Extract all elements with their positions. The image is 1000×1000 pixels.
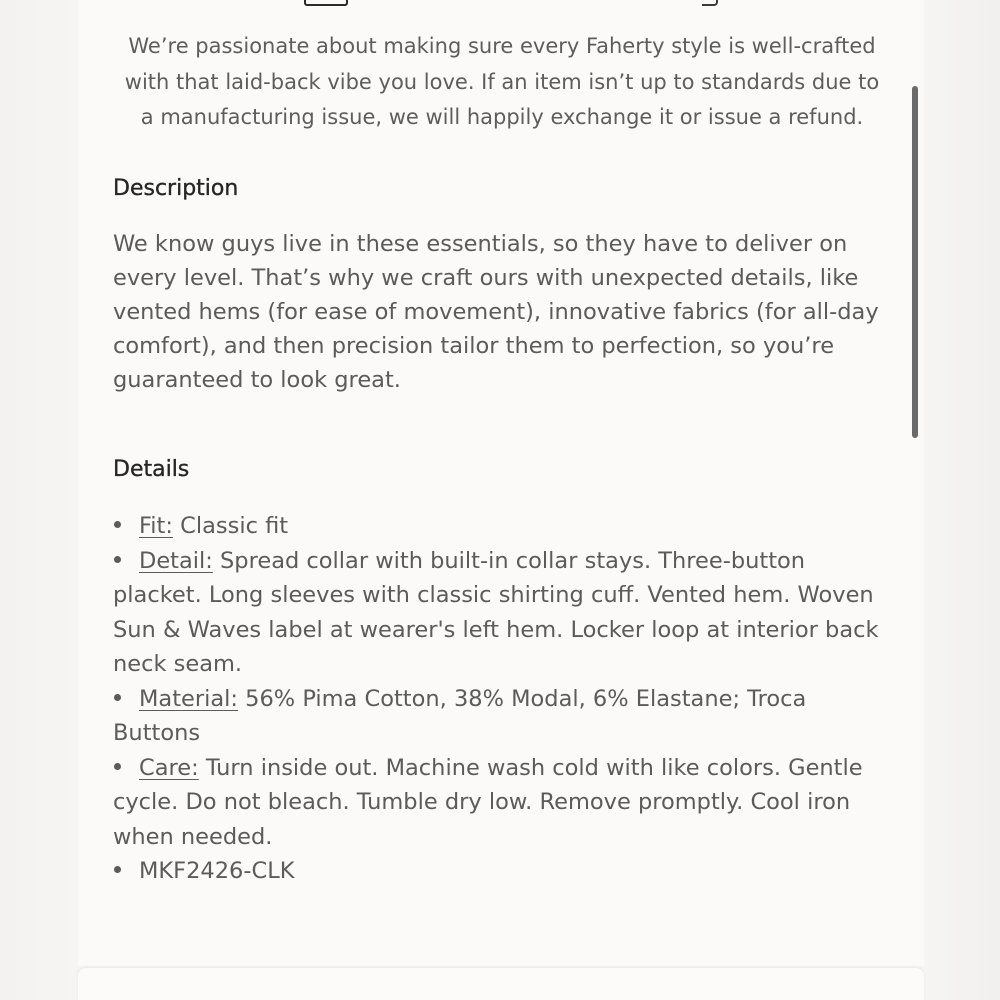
detail-value: Turn inside out. Machine wash cold with like colors. Gentle cycle. Do not bleach. Tumble dry low. Remove promptly. Cool iron when needed. (113, 754, 863, 850)
detail-label: Material: (139, 685, 238, 712)
description-heading: Description (113, 176, 239, 201)
heading-fragment (702, 0, 718, 6)
bullet-icon (113, 751, 139, 786)
detail-value: 56% Pima Cotton, 38% Modal, 6% Elastane; Troca Buttons (113, 685, 807, 746)
detail-item-fit (113, 509, 893, 544)
detail-item-care (113, 751, 893, 855)
details-heading: Details (113, 457, 190, 482)
bullet-icon (113, 854, 139, 889)
bullet-icon (113, 544, 139, 579)
detail-value: Classic fit (172, 513, 289, 539)
detail-label: Detail: (139, 547, 213, 574)
detail-value: MKF2426-CLK (139, 858, 295, 884)
detail-label: Care: (139, 754, 199, 781)
detail-label: Fit: (139, 513, 173, 539)
scrollbar-thumb[interactable] (912, 86, 918, 438)
details-list (113, 509, 893, 889)
guarantee-icon (304, 0, 348, 6)
detail-item-detail (113, 544, 893, 682)
next-section-card[interactable] (78, 968, 924, 1000)
quality-guarantee-text: We’re passionate about making sure every Faherty style is well-crafted with that laid-back vibe you love. If an item isn’t up to standards due to a manufacturing issue, we will happily exchange it or issue a refund. (124, 34, 880, 129)
detail-item-sku (113, 854, 893, 889)
description-text: We know guys live in these essentials, so they have to deliver on every level. That’s why we craft ours with unexpected details, like vented hems (for ease of movement), innovative fabrics (for all-day comfort), and then precision tailor them to perfection, so you’re guaranteed to look great. (113, 231, 879, 393)
product-info-panel (78, 0, 924, 966)
detail-item-material (113, 682, 893, 751)
bullet-icon (113, 682, 139, 717)
detail-value: Spread collar with built-in collar stays. Three-button placket. Long sleeves with classic shirting cuff. Vented hem. Woven Sun & Waves label at wearer's left hem. Locker loop at interior back neck seam. (113, 547, 879, 677)
bullet-icon (113, 509, 139, 544)
